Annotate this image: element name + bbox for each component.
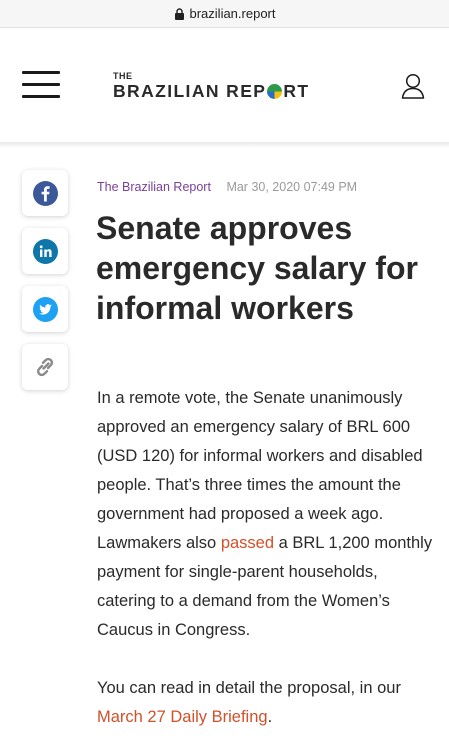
twitter-icon xyxy=(33,297,58,322)
article-date: Mar 30, 2020 07:49 PM xyxy=(226,180,358,194)
lock-icon xyxy=(174,8,185,20)
browser-address-bar[interactable] xyxy=(0,0,449,27)
paragraph-1-text-b: a BRL 1,200 monthly payment for single-parent households, catering to a demand from the Women’s Caucus in Congress. xyxy=(97,534,433,639)
link-icon xyxy=(32,354,58,380)
logo-wordmark-part-2: RT xyxy=(283,81,310,101)
article-source[interactable]: The Brazilian Report xyxy=(97,180,211,194)
article-headline: Senate approves emergency salary for informal workers xyxy=(96,210,418,326)
article-meta xyxy=(97,180,357,194)
share-linkedin-button[interactable] xyxy=(22,228,68,274)
article-body xyxy=(97,384,435,732)
user-account-icon[interactable] xyxy=(401,73,425,99)
site-logo[interactable] xyxy=(113,72,343,102)
header-shadow xyxy=(0,142,449,148)
paragraph-1-text-a: In a remote vote, the Senate unanimously approved an emergency salary of BRL 600 (USD 120) for informal workers and disabled people. That’s three times the amount the government had proposed a week ago. Lawmakers also xyxy=(97,389,423,552)
site-header xyxy=(0,28,449,142)
copy-link-button[interactable] xyxy=(22,344,68,390)
linkedin-icon xyxy=(33,239,58,264)
share-twitter-button[interactable] xyxy=(22,286,68,332)
facebook-icon xyxy=(33,181,58,206)
logo-wordmark xyxy=(113,81,343,101)
hamburger-menu-icon[interactable] xyxy=(22,71,60,99)
daily-briefing-link[interactable]: March 27 Daily Briefing xyxy=(97,708,268,726)
paragraph-2-text-b: . xyxy=(267,708,273,726)
article-paragraph-1 xyxy=(97,384,435,645)
share-facebook-button[interactable] xyxy=(22,170,68,216)
logo-globe-icon xyxy=(267,84,282,99)
article-paragraph-2 xyxy=(97,674,435,732)
logo-the: THE xyxy=(113,71,133,81)
paragraph-2-text-a: You can read in detail the proposal, in our xyxy=(97,679,401,697)
logo-wordmark-part-1: BRAZILIAN REP xyxy=(113,81,267,101)
browser-url: brazilian.report xyxy=(189,6,276,21)
passed-link[interactable]: passed xyxy=(220,534,275,552)
